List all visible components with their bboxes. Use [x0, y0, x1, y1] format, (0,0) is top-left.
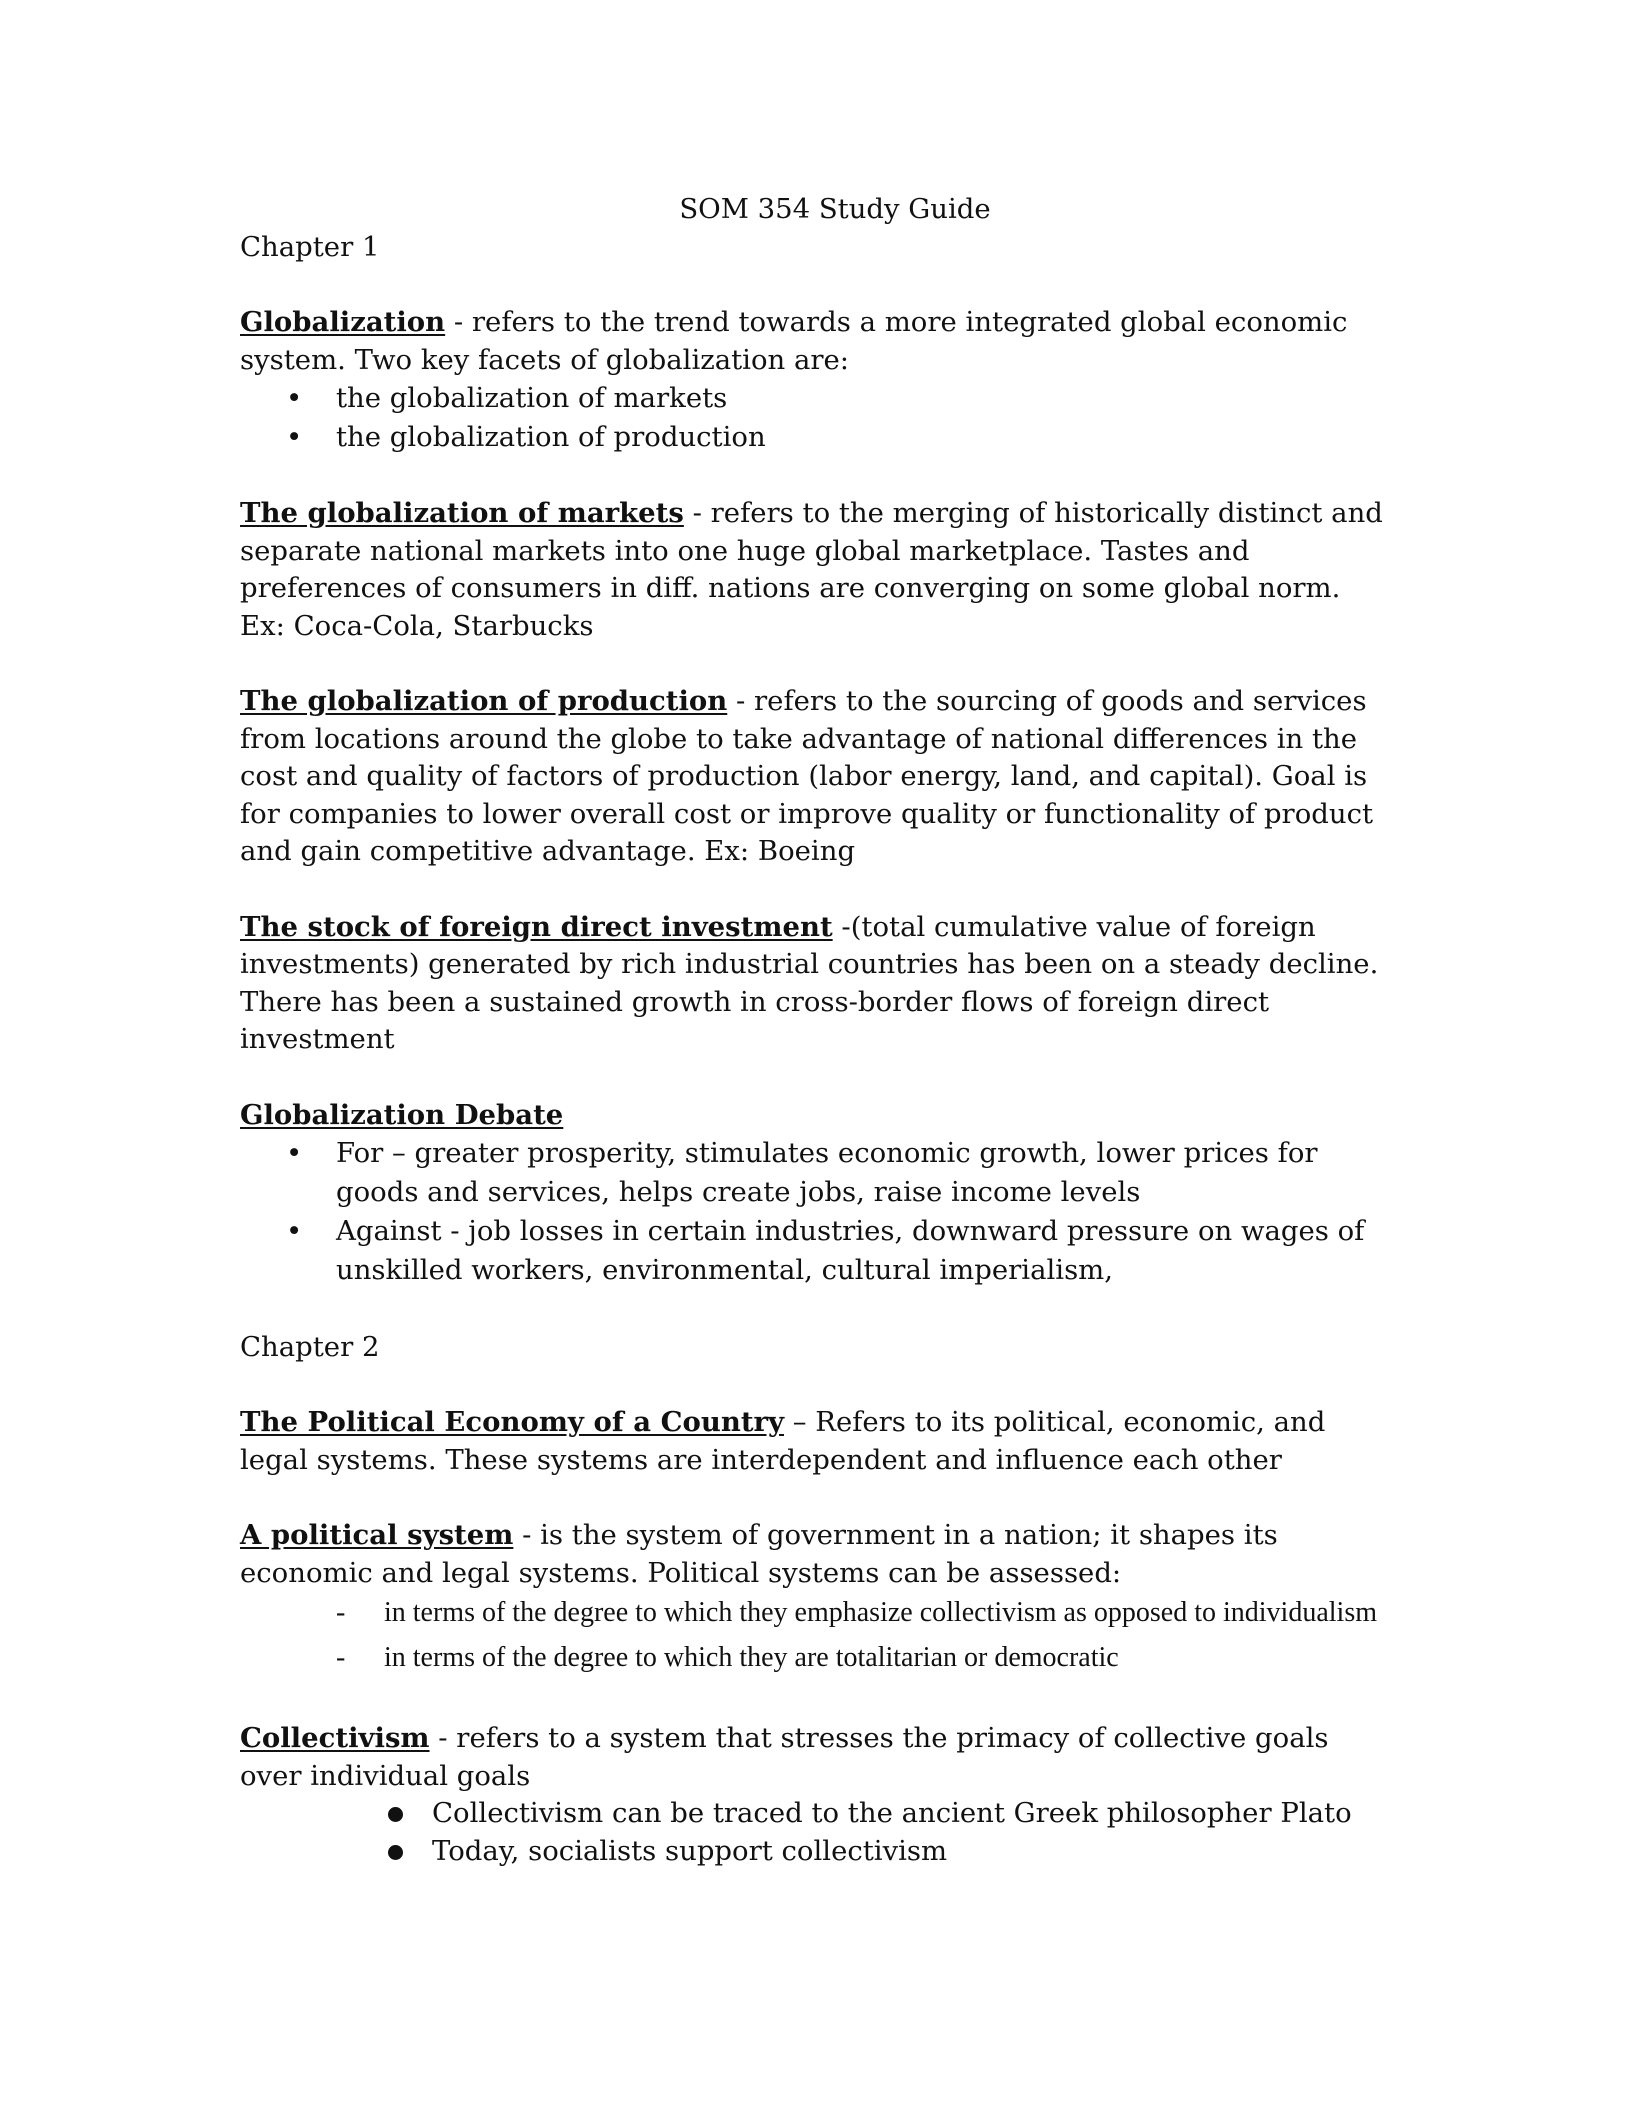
document-body	[240, 190, 1390, 1870]
political-system-criteria-list	[240, 1592, 1390, 1678]
production-term: The globalization of production	[240, 685, 728, 717]
production-definition	[240, 683, 1390, 871]
list-item: Collectivism can be traced to the ancient Greek philosopher Plato	[240, 1795, 1390, 1833]
list-item: • Against - job losses in certain industries, downward pressure on wages of unskilled workers, environmental, cultural imperialism,	[286, 1215, 1365, 1286]
list-item: • the globalization of markets	[286, 382, 728, 414]
bullet-dot-icon	[388, 1807, 403, 1822]
markets-text: - refers to the merging of historically distinct and separate national markets into one huge global marketplace. Tastes and preferences of consumers in diff. nations are converging on some global norm. Ex: Coca-Cola, Starbucks	[240, 497, 1383, 642]
collectivism-list	[240, 1795, 1390, 1870]
globalization-term: Globalization	[240, 306, 446, 338]
markets-definition	[240, 495, 1390, 645]
chapter-1-heading: Chapter 1	[240, 231, 380, 263]
political-system-definition	[240, 1517, 1390, 1592]
globalization-text: - refers to the trend towards a more integrated global economic system. Two key facets of globalization are:	[240, 306, 1348, 376]
production-text: - refers to the sourcing of goods and services from locations around the globe to take advantage of national differences in the cost and quality of factors of production (labor energy, land, and capital). Goal is for companies to lower overall cost or improve quality or functionality of product and gain competitive advantage. Ex: Boeing	[240, 685, 1374, 867]
collectivism-definition	[240, 1720, 1390, 1795]
debate-term: Globalization Debate	[240, 1098, 564, 1131]
political-economy-definition	[240, 1404, 1390, 1479]
list-item: Today, socialists support collectivism	[240, 1833, 1390, 1871]
list-item: • the globalization of production	[286, 421, 766, 453]
globalization-facets-list	[240, 379, 1390, 457]
chapter-2-heading: Chapter 2	[240, 1331, 380, 1363]
debate-heading	[240, 1097, 1390, 1135]
globalization-definition	[240, 304, 1390, 379]
markets-term: The globalization of markets	[240, 497, 684, 529]
collectivism-text: - refers to a system that stresses the primacy of collective goals over individual goals	[240, 1722, 1329, 1792]
political-economy-term: The Political Economy of a Country	[240, 1406, 784, 1438]
political-economy-text: – Refers to its political, economic, and legal systems. These systems are interdependent and influence each other	[240, 1406, 1326, 1476]
debate-list	[240, 1134, 1390, 1290]
collectivism-term: Collectivism	[240, 1722, 430, 1754]
list-item: • For – greater prosperity, stimulates economic growth, lower prices for goods and services, helps create jobs, raise income levels	[286, 1137, 1318, 1208]
fdi-text: -(total cumulative value of foreign investments) generated by rich industrial countries has been on a steady decline. There has been a sustained growth in cross-border flows of foreign direct investment	[240, 910, 1379, 1055]
bullet-dot-icon	[388, 1845, 403, 1860]
political-system-text: - is the system of government in a nation; it shapes its economic and legal systems. Political systems can be assessed:	[240, 1519, 1278, 1589]
fdi-term: The stock of foreign direct investment	[240, 910, 833, 943]
list-item: - in terms of the degree to which they are totalitarian or democratic	[336, 1642, 1119, 1673]
list-item: - in terms of the degree to which they emphasize collectivism as opposed to individualism	[336, 1597, 1377, 1628]
fdi-definition	[240, 909, 1390, 1059]
document-title: SOM 354 Study Guide	[679, 193, 991, 225]
political-system-term: A political system	[240, 1519, 514, 1551]
